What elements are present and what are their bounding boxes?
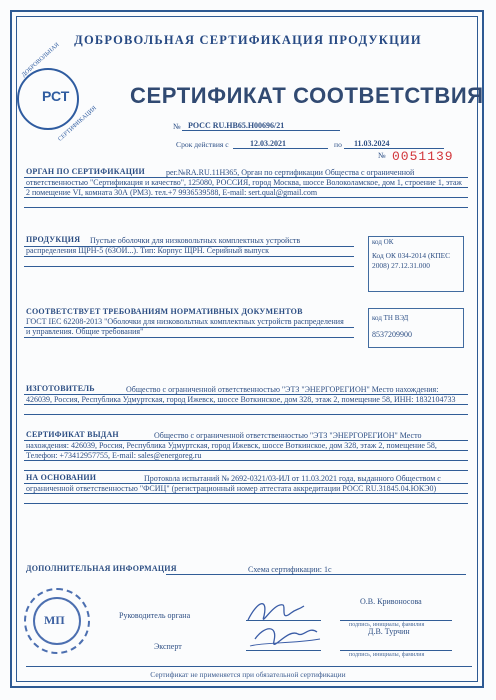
expert-name-line: [340, 650, 452, 651]
certification-body-line-3: [24, 197, 468, 198]
stamp-letters: МП: [44, 613, 65, 627]
serial-number: 0051139: [392, 149, 454, 164]
additional-info-text: Схема сертификации: 1с: [248, 565, 332, 574]
date-to: 11.03.2024: [354, 139, 390, 148]
logo-left-text: ДОБРОВОЛЬНАЯ: [21, 41, 61, 79]
issued-line-4: [24, 470, 468, 471]
product-line-2: [24, 256, 354, 257]
expert-label: Эксперт: [154, 642, 182, 651]
expert-name: Д.В. Турчин: [368, 627, 410, 636]
issued-line-3: [24, 460, 468, 461]
basis-line-2: [24, 493, 468, 494]
additional-line: [166, 574, 466, 575]
issued-line-2: [24, 450, 468, 451]
basis-line-3: [24, 503, 468, 504]
issued-line-1: [24, 440, 468, 441]
validity-label: Срок действия с: [176, 140, 229, 149]
product-line-1: [24, 246, 354, 247]
number-underline: [182, 130, 340, 131]
serial-prefix: №: [378, 151, 386, 160]
manufacturer-line-1: [24, 394, 468, 395]
code-tn-label: код ТН ВЭД: [372, 314, 409, 322]
head-caption: подпись, инициалы, фамилия: [349, 622, 425, 628]
signature-graphic: [240, 592, 330, 662]
product-text: Пустые оболочки для низковольтных комплектных устройств распределения ЩРН-5 (6ЗОИ...). Тип: Корпус ЩРН. Серийный выпуск: [26, 236, 301, 256]
manufacturer-line-3: [24, 414, 468, 415]
manufacturer-label: ИЗГОТОВИТЕЛЬ: [26, 384, 95, 393]
certificate-title: СЕРТИФИКАТ СООТВЕТСТВИЯ: [130, 83, 484, 108]
head-name: О.В. Кривоносова: [360, 597, 422, 606]
basis-text: Протокола испытаний № 2692-0321/03-ИЛ от 11.03.2021 года, выданного Обществом с ограниченной ответственностью "ФСИЦ" (регистрационный номер аттестата аккредитации РОСС RU.31845.04.ЮКЭ0): [26, 474, 441, 494]
expert-caption: подпись, инициалы, фамилия: [349, 652, 425, 658]
certificate-number: РОСС RU.HB65.H00696/21: [188, 121, 285, 130]
additional-info-label: ДОПОЛНИТЕЛЬНАЯ ИНФОРМАЦИЯ: [26, 564, 177, 573]
head-name-line: [340, 620, 452, 621]
logo-mark: РСТ: [42, 88, 70, 104]
to-word: по: [334, 140, 342, 149]
product-line-3: [24, 266, 354, 267]
certification-body-line-1: [24, 177, 468, 178]
basis-label: НА ОСНОВАНИИ: [26, 473, 97, 482]
date-from: 12.03.2021: [250, 139, 286, 148]
certification-body-text: рег.№RA.RU.11H365, Орган по сертификации Общества с ограниченной ответственностью "Сертификация и качество", 125080, РОССИЯ, город Москва, шоссе Волоколамское, дом 1, строение 1, этаж 2 помещение VI, комната 30А (РМ3). тел.+7 9936539588, E-mail: sert.qual@gmail.com: [26, 168, 462, 198]
date-from-underline: [233, 148, 328, 149]
conforms-line-2: [24, 337, 354, 338]
conforms-text: ГОСТ IEC 62208-2013 "Оболочки для низковольтных комплектных устройств распределения и управления. Общие требования": [26, 317, 344, 337]
top-line: ДОБРОВОЛЬНАЯ СЕРТИФИКАЦИЯ ПРОДУКЦИИ: [74, 33, 422, 47]
footer-text: Сертификат не применяется при обязательной сертификации: [150, 670, 346, 679]
code-tn-value: 8537209900: [372, 330, 412, 339]
conforms-line-1: [24, 327, 354, 328]
issued-to-text: Общество с ограниченной ответственностью "ЭТЗ "ЭНЕРГОРЕГИОН" Место нахождения: 426039, Россия, Республика Удмуртская, город Ижевск, шоссе Воткинское, дом 328, этаж 2, помещение 58, Телефон: +73412957755, E-mail: sales@energoreg.ru: [26, 431, 437, 461]
product-label: ПРОДУКЦИЯ: [26, 235, 81, 244]
code-ok-label: код ОК: [372, 238, 394, 246]
certification-body-line-4: [24, 207, 468, 208]
logo-right-text: СЕРТИФИКАЦИЯ: [57, 105, 98, 143]
code-ok-value: Код ОК 034-2014 (КПЕС 2008) 27.12.31.000: [372, 251, 451, 270]
number-prefix: №: [173, 122, 181, 131]
head-label: Руководитель органа: [119, 611, 191, 620]
footer-line: [26, 666, 472, 667]
issued-to-label: СЕРТИФИКАТ ВЫДАН: [26, 430, 119, 439]
basis-line-1: [24, 483, 468, 484]
certification-body-label: ОРГАН ПО СЕРТИФИКАЦИИ: [26, 167, 145, 176]
manufacturer-text: Общество с ограниченной ответственностью "ЭТЗ "ЭНЕРГОРЕГИОН" Место нахождения: 426039, Россия, Республика Удмуртская, город Ижевск, шоссе Воткинское, дом 328, этаж 2, помещение 58, ИНН: 1832104733: [26, 385, 456, 405]
certification-body-line-2: [24, 187, 468, 188]
conforms-label: СООТВЕТСТВУЕТ ТРЕБОВАНИЯМ НОРМАТИВНЫХ ДОКУМЕНТОВ: [26, 307, 303, 316]
manufacturer-line-2: [24, 404, 468, 405]
